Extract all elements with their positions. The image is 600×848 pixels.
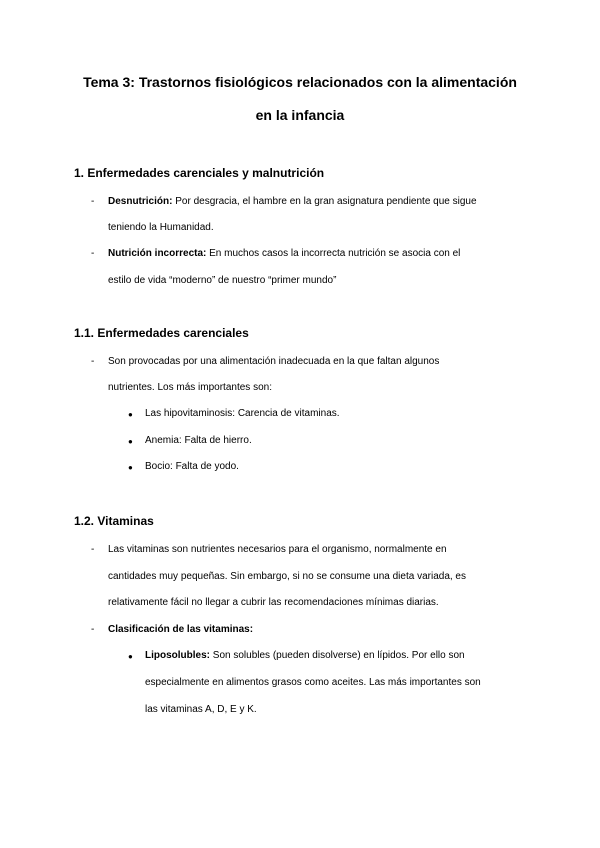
section-heading-1: 1. Enfermedades carenciales y malnutrición: [74, 166, 325, 180]
list-item-text: En muchos casos la incorrecta nutrición se asocia con el: [206, 248, 461, 259]
bullet-marker: ●: [128, 410, 133, 419]
section-heading-1-1: 1.1. Enfermedades carenciales: [74, 326, 249, 340]
bullet-item: Bocio: Falta de yodo.: [145, 461, 239, 472]
classification-label: [108, 624, 253, 636]
paragraph-line: cantidades muy pequeñas. Sin embargo, si no se consume una dieta variada, es: [108, 571, 466, 582]
list-item-desnutricion: [108, 196, 477, 208]
term-liposolubles: Liposolubles:: [145, 650, 210, 661]
term-nutricion-incorrecta: Nutrición incorrecta:: [108, 248, 207, 259]
bullet-marker: ●: [128, 652, 133, 661]
paragraph-line: Son provocadas por una alimentación inadecuada en la que faltan algunos: [108, 356, 440, 367]
bullet-item: Anemia: Falta de hierro.: [145, 435, 252, 446]
term-desnutricion: Desnutrición:: [108, 196, 173, 207]
list-item-nutricion-incorrecta: [108, 248, 460, 260]
document-title-line2: en la infancia: [255, 107, 345, 123]
bullet-marker: ●: [128, 463, 133, 472]
bullet-item-liposolubles: [145, 650, 465, 662]
dash-marker: -: [91, 356, 95, 367]
paragraph-line: Las vitaminas son nutrientes necesarios para el organismo, normalmente en: [108, 544, 447, 555]
bullet-item: Las hipovitaminosis: Carencia de vitaminas.: [145, 408, 340, 419]
document-title-line1: Tema 3: Trastornos fisiológicos relacionados con la alimentación: [83, 74, 517, 90]
bullet-item-continuation: las vitaminas A, D, E y K.: [145, 704, 257, 715]
bullet-item-continuation: especialmente en alimentos grasos como aceites. Las más importantes son: [145, 677, 481, 688]
list-item-continuation: estilo de vida “moderno” de nuestro “primer mundo”: [108, 275, 337, 286]
paragraph-line: nutrientes. Los más importantes son:: [108, 382, 272, 393]
bullet-marker: ●: [128, 437, 133, 446]
dash-marker: -: [91, 624, 95, 635]
bullet-item-text: Son solubles (pueden disolverse) en lípidos. Por ello son: [210, 650, 465, 661]
dash-marker: -: [91, 196, 95, 207]
list-item-text: Por desgracia, el hambre en la gran asignatura pendiente que sigue: [172, 196, 477, 207]
dash-marker: -: [91, 544, 95, 555]
list-item-continuation: teniendo la Humanidad.: [108, 222, 214, 233]
section-heading-1-2: 1.2. Vitaminas: [74, 514, 154, 528]
classification-term: Clasificación de las vitaminas:: [108, 624, 254, 635]
paragraph-line: relativamente fácil no llegar a cubrir las recomendaciones mínimas diarias.: [108, 597, 439, 608]
dash-marker: -: [91, 248, 95, 259]
